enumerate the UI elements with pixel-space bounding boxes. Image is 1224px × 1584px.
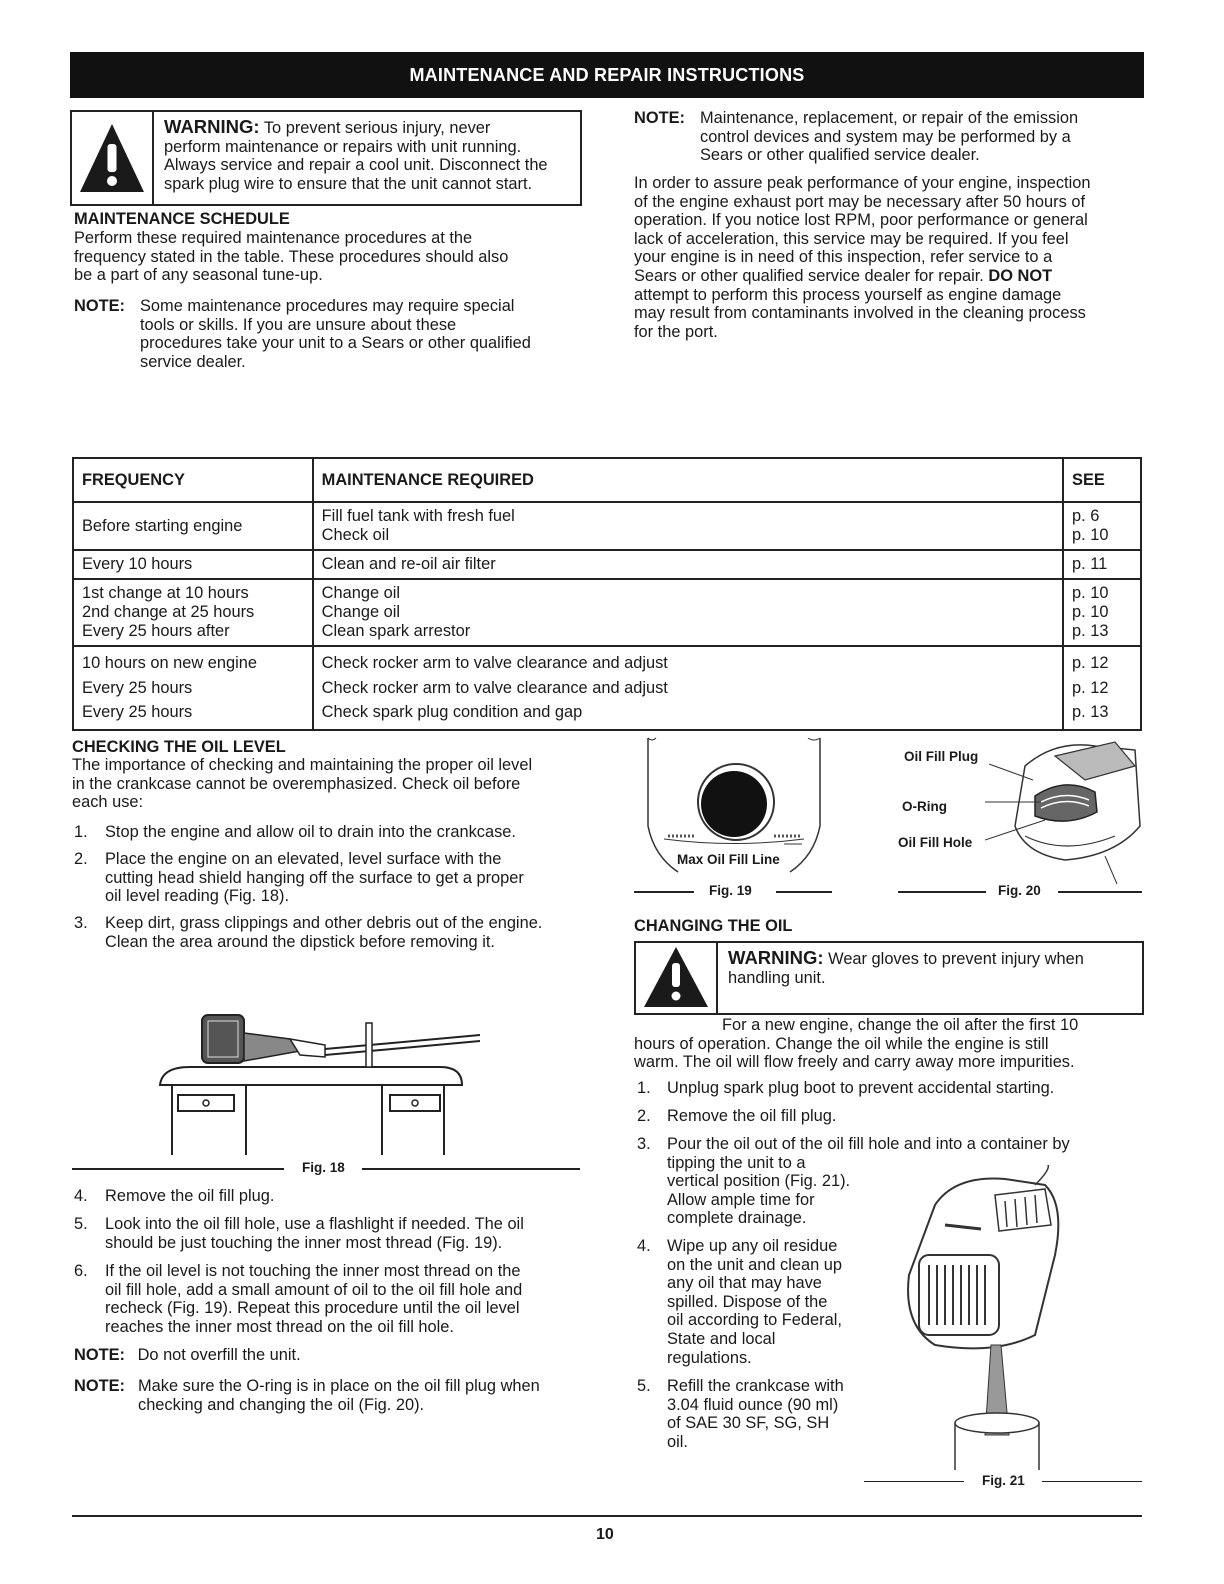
note-line: service dealer. [140, 352, 246, 371]
emission-note-label: NOTE: [634, 109, 685, 127]
step-line: oil level reading (Fig. 18). [105, 887, 290, 906]
cell-line: Every 10 hours [82, 555, 193, 573]
warning-text: To prevent serious injury, never [263, 119, 491, 137]
table-cell-frequency [73, 646, 313, 730]
warning-line: handling unit. [728, 968, 826, 987]
step-line: should be just touching the inner most thread (Fig. 19). [105, 1233, 503, 1252]
step-text [105, 850, 585, 906]
note-line: Some maintenance procedures may require special [140, 297, 515, 315]
warning-line: spark plug wire to ensure that the unit cannot start. [164, 174, 533, 193]
note-line: procedures take your unit to a Sears or other qualified [140, 334, 531, 353]
step-line: recheck (Fig. 19). Repeat this procedure until the oil level [105, 1299, 520, 1318]
cell-line: p. 12 [1072, 654, 1109, 672]
warning-box [70, 110, 582, 206]
cell-line: Every 25 hours [82, 678, 193, 697]
cell-line: p. 11 [1072, 555, 1108, 573]
step-line: of SAE 30 SF, SG, SH [667, 1414, 830, 1433]
cell-line: p. 12 [1072, 678, 1109, 697]
step-number: 5. [74, 1215, 88, 1233]
paragraph-text: Sears or other qualified service dealer for repair. [634, 266, 984, 285]
step-line: Allow ample time for [667, 1190, 815, 1209]
warning-first-line [164, 118, 574, 138]
note-text [138, 1377, 588, 1414]
table-row [73, 550, 1141, 579]
cell-line: Clean and re-oil air filter [321, 555, 496, 573]
paragraph-line: be a part of any seasonal tune-up. [74, 266, 323, 285]
warning-line: Always service and repair a cool unit. Disconnect the [164, 156, 548, 175]
paragraph-line: in the crankcase cannot be overemphasized. Check oil before [72, 774, 521, 793]
step-line: tipping the unit to a [667, 1153, 806, 1172]
exhaust-port-paragraph [634, 174, 1139, 341]
cell-line: p. 13 [1072, 703, 1109, 721]
step-text [667, 1079, 1147, 1098]
do-not-emphasis: DO NOT [988, 266, 1053, 285]
cell-line: p. 10 [1072, 526, 1109, 544]
step-number: 1. [637, 1079, 651, 1097]
maintenance-schedule-heading: MAINTENANCE SCHEDULE [74, 210, 290, 228]
table-cell-task [313, 646, 1063, 730]
step-number: 3. [74, 914, 88, 932]
step-line: any oil that may have [667, 1274, 822, 1293]
section-header-bar: MAINTENANCE AND REPAIR INSTRUCTIONS [70, 52, 1144, 98]
note-label: NOTE: [74, 1377, 125, 1395]
paragraph-line: attempt to perform this process yourself as engine damage [634, 285, 1062, 304]
note-line: tools or skills. If you are unsure about these [140, 315, 457, 334]
table-row [73, 579, 1141, 646]
figure-rule [72, 1168, 284, 1170]
step-number: 5. [637, 1377, 651, 1395]
step-text [667, 1107, 1147, 1126]
cell-line: 10 hours on new engine [82, 654, 257, 672]
cell-line: 1st change at 10 hours [82, 584, 249, 602]
warning-triangle-icon [636, 943, 716, 1013]
column-header-maintenance: MAINTENANCE REQUIRED [313, 458, 1063, 502]
step-line: Look into the oil fill hole, use a flashlight if needed. The oil [105, 1215, 524, 1233]
step-line: Stop the engine and allow oil to drain into the crankcase. [105, 823, 516, 841]
paragraph-line: your engine is in need of this inspection, refer service to a [634, 248, 1053, 267]
fig18-caption: Fig. 18 [302, 1160, 345, 1175]
cell-line: Before starting engine [82, 516, 243, 535]
step-line: vertical position (Fig. 21). [667, 1172, 851, 1191]
step-number: 4. [74, 1187, 88, 1205]
warning-triangle-icon [72, 112, 152, 204]
cell-line: Check rocker arm to valve clearance and adjust [321, 654, 668, 672]
step-line: If the oil level is not touching the inner most thread on the [105, 1262, 521, 1280]
paragraph-line: In order to assure peak performance of your engine, inspection [634, 174, 1091, 192]
cell-line: Every 25 hours after [82, 622, 230, 640]
cell-line: Clean spark arrestor [321, 622, 471, 640]
checking-oil-heading: CHECKING THE OIL LEVEL [72, 738, 286, 756]
warning-line: perform maintenance or repairs with unit running. [164, 137, 522, 156]
table-cell-see [1063, 579, 1141, 646]
paragraph-line: of the engine exhaust port may be necessary after 50 hours of [634, 192, 1086, 211]
step-line: 3.04 fluid ounce (90 ml) [667, 1395, 839, 1414]
warning-box [634, 941, 1144, 1015]
step-text [667, 1377, 887, 1451]
step-text [105, 1215, 585, 1252]
figure-rule [864, 1481, 964, 1482]
cell-line: Check oil [321, 526, 390, 544]
engine-draining-oil-illustration [895, 1165, 1075, 1470]
step-line: Keep dirt, grass clippings and other debris out of the engine. [105, 914, 543, 932]
footer-rule [72, 1515, 1142, 1517]
warning-label: WARNING: [728, 947, 824, 968]
figure-rule [1042, 1481, 1142, 1482]
step-line: Clean the area around the dipstick before removing it. [105, 932, 495, 951]
fig20-caption: Fig. 20 [998, 883, 1041, 898]
cell-line: Change oil [321, 584, 401, 602]
max-oil-fill-line-label: Max Oil Fill Line [677, 852, 780, 867]
step-text [105, 823, 585, 842]
page-number: 10 [596, 1526, 614, 1543]
step-number: 4. [637, 1237, 651, 1255]
step-line: Refill the crankcase with [667, 1377, 844, 1395]
figure-rule [362, 1168, 580, 1170]
note-text [140, 297, 580, 371]
step-line: oil. [667, 1432, 688, 1451]
table-header-row [73, 458, 1141, 502]
step-line: Unplug spark plug boot to prevent accidental starting. [667, 1079, 1055, 1097]
step-line: Remove the oil fill plug. [105, 1187, 275, 1205]
column-header-see: SEE [1063, 458, 1141, 502]
cell-line: Check rocker arm to valve clearance and adjust [321, 678, 668, 697]
note-line: Maintenance, replacement, or repair of the emission [700, 109, 1079, 127]
step-text [105, 914, 585, 951]
cell-line: p. 13 [1072, 622, 1109, 640]
column-header-frequency: FREQUENCY [73, 458, 313, 502]
maintenance-schedule-section [74, 209, 584, 285]
paragraph-line: operation. If you notice lost RPM, poor performance or general [634, 211, 1088, 230]
step-text [667, 1237, 887, 1367]
oil-fill-hole-label: Oil Fill Hole [898, 835, 973, 850]
warning-text: Wear gloves to prevent injury when [828, 950, 1084, 968]
emission-note-text [700, 109, 1140, 165]
step-number: 2. [637, 1107, 651, 1125]
step-line: Place the engine on an elevated, level surface with the [105, 850, 502, 868]
figure-rule [776, 891, 832, 893]
table-cell-frequency [73, 502, 313, 550]
note-label: NOTE: [74, 297, 125, 315]
table-cell-see [1063, 502, 1141, 550]
note-line [74, 1346, 301, 1365]
note-label: NOTE: [74, 1346, 125, 1364]
step-line: on the unit and clean up [667, 1255, 842, 1274]
table-cell-see [1063, 550, 1141, 579]
step-line: reaches the inner most thread on the oil fill hole. [105, 1317, 454, 1336]
step-line: oil according to Federal, [667, 1311, 842, 1330]
note-line: Make sure the O-ring is in place on the oil fill plug when [138, 1377, 540, 1395]
cell-line: Change oil [321, 603, 401, 621]
table-cell-task [313, 550, 1063, 579]
step-line: oil fill hole, add a small amount of oil to the oil fill hole and [105, 1280, 523, 1299]
paragraph-line: may result from contaminants involved in the cleaning process [634, 304, 1086, 323]
cell-line: Every 25 hours [82, 703, 193, 721]
paragraph-line: frequency stated in the table. These procedures should also [74, 247, 509, 266]
o-ring-label: O-Ring [902, 799, 947, 814]
paragraph-line [634, 267, 1139, 286]
cell-line: Fill fuel tank with fresh fuel [321, 507, 515, 525]
table-cell-frequency [73, 579, 313, 646]
checking-oil-section [72, 738, 592, 812]
step-text [105, 1187, 585, 1206]
step-line: regulations. [667, 1348, 752, 1367]
figure-rule [898, 891, 986, 893]
maintenance-schedule-table [72, 457, 1142, 731]
table-row [73, 646, 1141, 730]
warning-first-line [728, 949, 1138, 969]
paragraph-line: Perform these required maintenance procedures at the [74, 229, 473, 247]
step-line: Pour the oil out of the oil fill hole and into a container by [667, 1135, 1070, 1153]
paragraph-line: for the port. [634, 322, 718, 341]
paragraph-line: lack of acceleration, this service may be required. If you feel [634, 229, 1069, 248]
paragraph-line: The importance of checking and maintaining the proper oil level [72, 756, 533, 774]
step-text [105, 1262, 585, 1336]
table-cell-task [313, 502, 1063, 550]
note-line: Sears or other qualified service dealer. [700, 146, 980, 165]
table-row [73, 502, 1141, 550]
figure-rule [634, 891, 694, 893]
step-line: spilled. Dispose of the [667, 1292, 828, 1311]
cell-line: Check spark plug condition and gap [321, 703, 583, 721]
cell-line: p. 6 [1072, 507, 1100, 525]
step-line: complete drainage. [667, 1209, 807, 1228]
warning-label: WARNING: [164, 116, 260, 137]
step-line: State and local [667, 1329, 776, 1348]
table-cell-see [1063, 646, 1141, 730]
note-text: Do not overfill the unit. [137, 1346, 301, 1364]
step-number: 3. [637, 1135, 651, 1153]
changing-oil-heading: CHANGING THE OIL [634, 917, 793, 935]
oil-fill-plug-diagram [985, 736, 1145, 886]
step-line: cutting head shield hanging off the surface to get a proper [105, 868, 524, 887]
paragraph-line: each use: [72, 793, 144, 812]
step-line: Remove the oil fill plug. [667, 1107, 837, 1125]
fig21-caption: Fig. 21 [982, 1473, 1025, 1488]
cell-line: p. 10 [1072, 603, 1109, 621]
table-cell-frequency [73, 550, 313, 579]
cell-line: p. 10 [1072, 584, 1109, 602]
paragraph-line: warm. The oil will flow freely and carry away more impurities. [634, 1053, 1075, 1072]
note-line: control devices and system may be performed by a [700, 127, 1071, 146]
paragraph-line: hours of operation. Change the oil while the engine is still [634, 1034, 1049, 1053]
step-number: 1. [74, 823, 88, 841]
cell-line: 2nd change at 25 hours [82, 603, 255, 621]
table-cell-task [313, 579, 1063, 646]
oil-fill-plug-label: Oil Fill Plug [904, 749, 979, 764]
step-number: 6. [74, 1262, 88, 1280]
step-number: 2. [74, 850, 88, 868]
step-line: Wipe up any oil residue [667, 1237, 838, 1255]
changing-oil-intro [634, 1016, 1144, 1072]
trimmer-on-table-illustration [150, 1005, 490, 1155]
fig19-caption: Fig. 19 [709, 883, 752, 898]
note-line: checking and changing the oil (Fig. 20). [138, 1395, 425, 1414]
paragraph-line: For a new engine, change the oil after the first 10 [722, 1016, 1079, 1034]
figure-rule [1058, 891, 1142, 893]
